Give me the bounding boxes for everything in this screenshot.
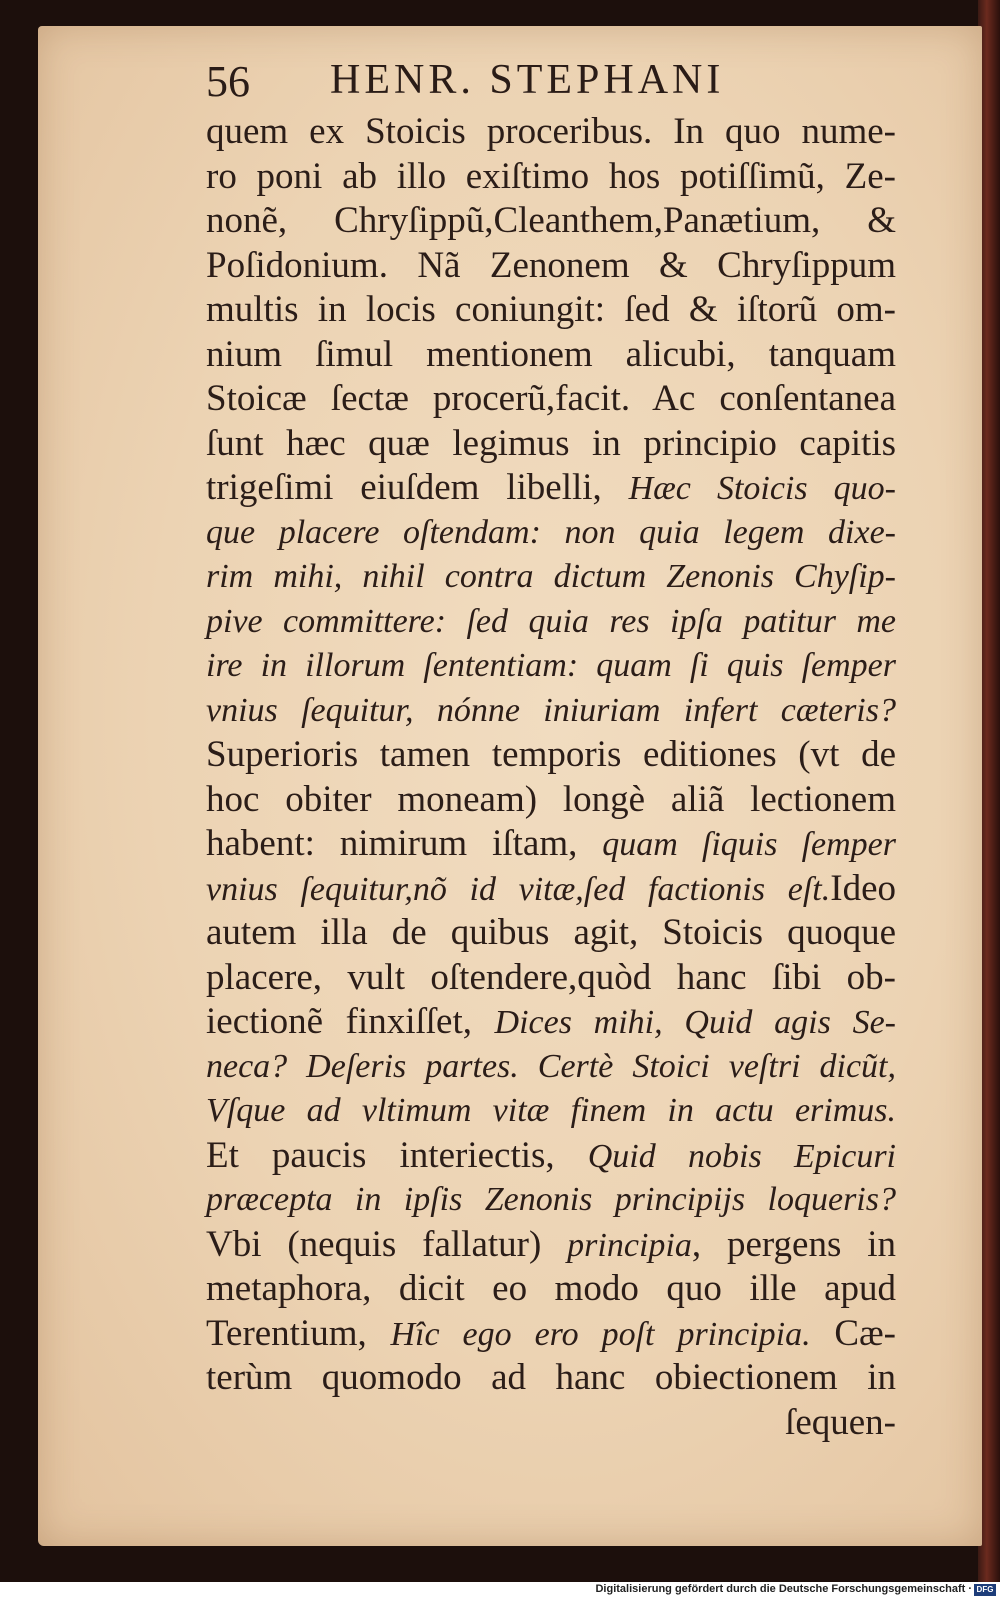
text-segment: quem ex Stoicis proceribus. In quo nume- (206, 111, 896, 152)
text-line (206, 244, 896, 289)
text-segment: Vbi (nequis fallatur) (206, 1223, 568, 1265)
italic-segment: rim mihi, nihil contra dictum Zenonis Chyſip- (206, 558, 896, 595)
text-segment: multis in locis coniungit: ſed & iſtorũ om- (206, 289, 896, 330)
text-line (206, 155, 896, 200)
text-segment: terùm quomodo ad hanc obiectionem in (206, 1357, 896, 1398)
italic-segment: Dices mihi, Quid agis Se- (494, 1004, 896, 1041)
text-line (206, 600, 896, 645)
text-segment: Cæ- (810, 1312, 896, 1354)
text-line (206, 733, 896, 778)
text-line (206, 110, 896, 155)
text-line (206, 466, 896, 511)
text-line (206, 1000, 896, 1045)
text-line (206, 867, 896, 912)
page-header (38, 56, 982, 108)
text-segment: habent: nimirum iſtam, (206, 823, 603, 864)
text-line (206, 1134, 896, 1179)
italic-segment: quam ſiquis ſemper (602, 826, 896, 863)
text-segment: Ideo (830, 867, 896, 909)
text-line (206, 333, 896, 378)
text-line (206, 911, 896, 956)
text-line (206, 1356, 896, 1401)
text-segment: Stoicæ ſectæ procerũ,facit. Ac conſentanea (206, 378, 896, 419)
text-line (206, 689, 896, 734)
italic-segment: vnius ſequitur, nónne iniuriam infert cæteris? (206, 691, 896, 729)
text-line (206, 644, 896, 689)
italic-segment: Hæc Stoicis quo- (628, 470, 896, 507)
italic-segment: que placere oſtendam: non quia legem dixe- (206, 513, 896, 551)
italic-segment: neca? Deſeris partes. Certè Stoici veſtri dicũt, (206, 1047, 896, 1085)
text-line (206, 1267, 896, 1312)
italic-segment: pive committere: ſed quia res ipſa patitur me (206, 602, 896, 640)
text-segment: , pergens in (691, 1223, 896, 1265)
text-segment: placere, vult oſtendere,quòd hanc ſibi ob- (206, 956, 896, 998)
text-line (206, 377, 896, 422)
text-segment: metaphora, dicit eo modo quo ille apud (206, 1268, 896, 1309)
italic-segment: Vſque ad vltimum vitæ finem in actu erimus. (206, 1092, 896, 1129)
text-line (206, 778, 896, 823)
text-line (206, 1401, 896, 1446)
text-segment: ſequen- (785, 1401, 896, 1443)
digitization-credit: Digitalisierung gefördert durch die Deutsche Forschungsgemeinschaft · (595, 1583, 972, 1595)
text-segment: ſunt hæc quæ legimus in principio capitis (206, 422, 896, 464)
text-segment: ro poni ab illo exiſtimo hos potiſſimũ, Ze- (206, 155, 896, 197)
text-line (206, 1223, 896, 1268)
text-line (206, 822, 896, 867)
text-line (206, 956, 896, 1001)
text-segment: nonẽ, Chryſippũ,Cleanthem,Panætium, & (206, 200, 896, 241)
italic-segment: ire in illorum ſententiam: quam ſi quis ſemper (206, 647, 896, 684)
footer-bar (0, 1582, 1000, 1599)
text-segment: Et paucis interiectis, (206, 1134, 588, 1176)
italic-segment: Hîc ego ero poſt principia. (390, 1315, 811, 1353)
italic-segment: principia (567, 1226, 692, 1264)
text-segment: Terentium, (206, 1312, 391, 1354)
text-line (206, 1312, 896, 1357)
text-segment: iectionẽ finxiſſet, (206, 1001, 495, 1042)
italic-segment: præcepta in ipſis Zenonis principijs loqueris? (206, 1181, 896, 1218)
text-line (206, 1178, 896, 1223)
text-line (206, 511, 896, 556)
body-text (206, 110, 896, 1445)
page-number: 56 (206, 57, 250, 106)
text-line (206, 555, 896, 600)
text-segment: Poſidonium. Nã Zenonem & Chryſippum (206, 244, 896, 286)
text-segment: Superioris tamen temporis editiones (vt de (206, 734, 896, 775)
text-segment: autem illa de quibus agit, Stoicis quoque (206, 912, 896, 953)
text-segment: trigeſimi eiuſdem libelli, (206, 467, 629, 508)
text-line (206, 422, 896, 467)
text-line (206, 199, 896, 244)
text-line (206, 288, 896, 333)
running-title: HENR. STEPHANI (330, 57, 725, 103)
dfg-logo: DFG (974, 1584, 996, 1596)
text-line (206, 1089, 896, 1134)
italic-segment: Quid nobis Epicuri (587, 1137, 896, 1175)
text-segment: hoc obiter moneam) longè aliã lectionem (206, 778, 896, 820)
book-page (38, 26, 982, 1546)
text-line (206, 1045, 896, 1090)
text-segment: nium ſimul mentionem alicubi, tanquam (206, 333, 896, 375)
italic-segment: vnius ſequitur,nõ id vitæ,ſed factionis eſt. (206, 870, 831, 908)
